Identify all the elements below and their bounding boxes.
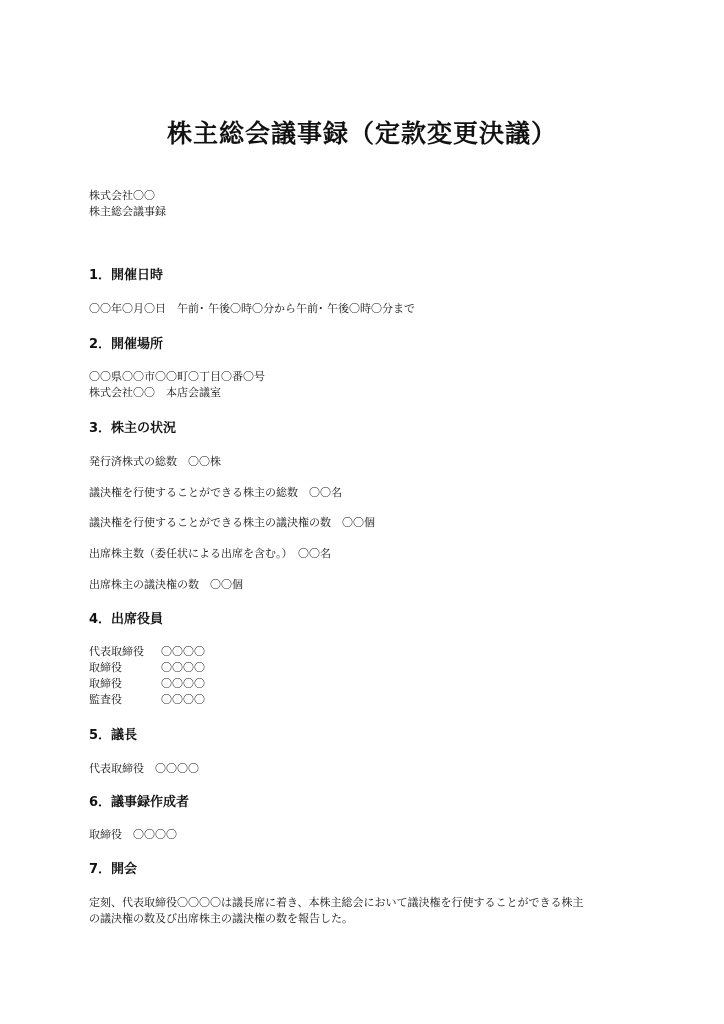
company-header: [89, 188, 166, 220]
officer-role: 監査役: [89, 693, 122, 706]
officer-role: 取締役: [89, 677, 122, 690]
document-subtitle: 株主総会議事録: [89, 205, 166, 218]
shareholder-item: [89, 546, 331, 562]
meeting-datetime: [89, 301, 415, 317]
company-name: 株式会社〇〇: [89, 189, 155, 202]
section-heading-date: 1．開催日時: [89, 268, 164, 283]
opening-paragraph: [89, 895, 584, 927]
section-heading-shareholders: 3．株主の状況: [89, 421, 177, 436]
officer-row: [89, 676, 205, 692]
section-heading-chair: 5．議長: [89, 728, 138, 743]
officer-row: [89, 692, 205, 708]
attending-voting-rights: 出席株主の議決権の数 〇〇個: [89, 578, 243, 591]
voting-rights-count: 議決権を行使することができる株主の議決権の数 〇〇個: [89, 516, 375, 529]
opening-line-2: の議決権の数及び出席株主の議決権の数を報告した。: [89, 912, 353, 925]
meeting-room: 株式会社〇〇 本店会議室: [89, 386, 221, 399]
officer-row: [89, 660, 205, 676]
minutes-author-text: 取締役 〇〇〇〇: [89, 828, 177, 841]
attending-shareholders-count: 出席株主数（委任状による出席を含む。） 〇〇名: [89, 547, 331, 560]
officer-list: [89, 644, 205, 708]
meeting-place: [89, 369, 265, 401]
section-heading-minutes-author: 6．議事録作成者: [89, 795, 190, 810]
section-heading-opening: 7．開会: [89, 862, 138, 877]
officer-name: 〇〇〇〇: [161, 661, 205, 674]
voting-shareholders-count: 議決権を行使することができる株主の総数 〇〇名: [89, 486, 342, 499]
shareholder-item: [89, 515, 375, 531]
officer-role: 代表取締役: [89, 645, 144, 658]
minutes-author: [89, 827, 177, 843]
meeting-address: 〇〇県〇〇市〇〇町〇丁目〇番〇号: [89, 370, 265, 383]
officer-row: [89, 644, 205, 660]
officer-name: 〇〇〇〇: [161, 645, 205, 658]
chairperson-text: 代表取締役 〇〇〇〇: [89, 762, 199, 775]
chairperson: [89, 761, 199, 777]
section-heading-officers: 4．出席役員: [89, 612, 164, 627]
document-title: 株主総会議事録（定款変更決議）: [166, 119, 557, 148]
section-heading-place: 2．開催場所: [89, 337, 164, 352]
meeting-datetime-text: 〇〇年〇月〇日 午前･ 午後〇時〇分から午前･ 午後〇時〇分まで: [89, 302, 415, 315]
shareholder-item: [89, 454, 221, 470]
officer-name: 〇〇〇〇: [161, 693, 205, 706]
total-shares: 発行済株式の総数 〇〇株: [89, 455, 221, 468]
officer-name: 〇〇〇〇: [161, 677, 205, 690]
officer-role: 取締役: [89, 661, 122, 674]
shareholder-item: [89, 577, 243, 593]
shareholder-item: [89, 485, 342, 501]
opening-line-1: 定刻、代表取締役〇〇〇〇は議長席に着き、本株主総会において議決権を行使することができる株主: [89, 896, 584, 909]
